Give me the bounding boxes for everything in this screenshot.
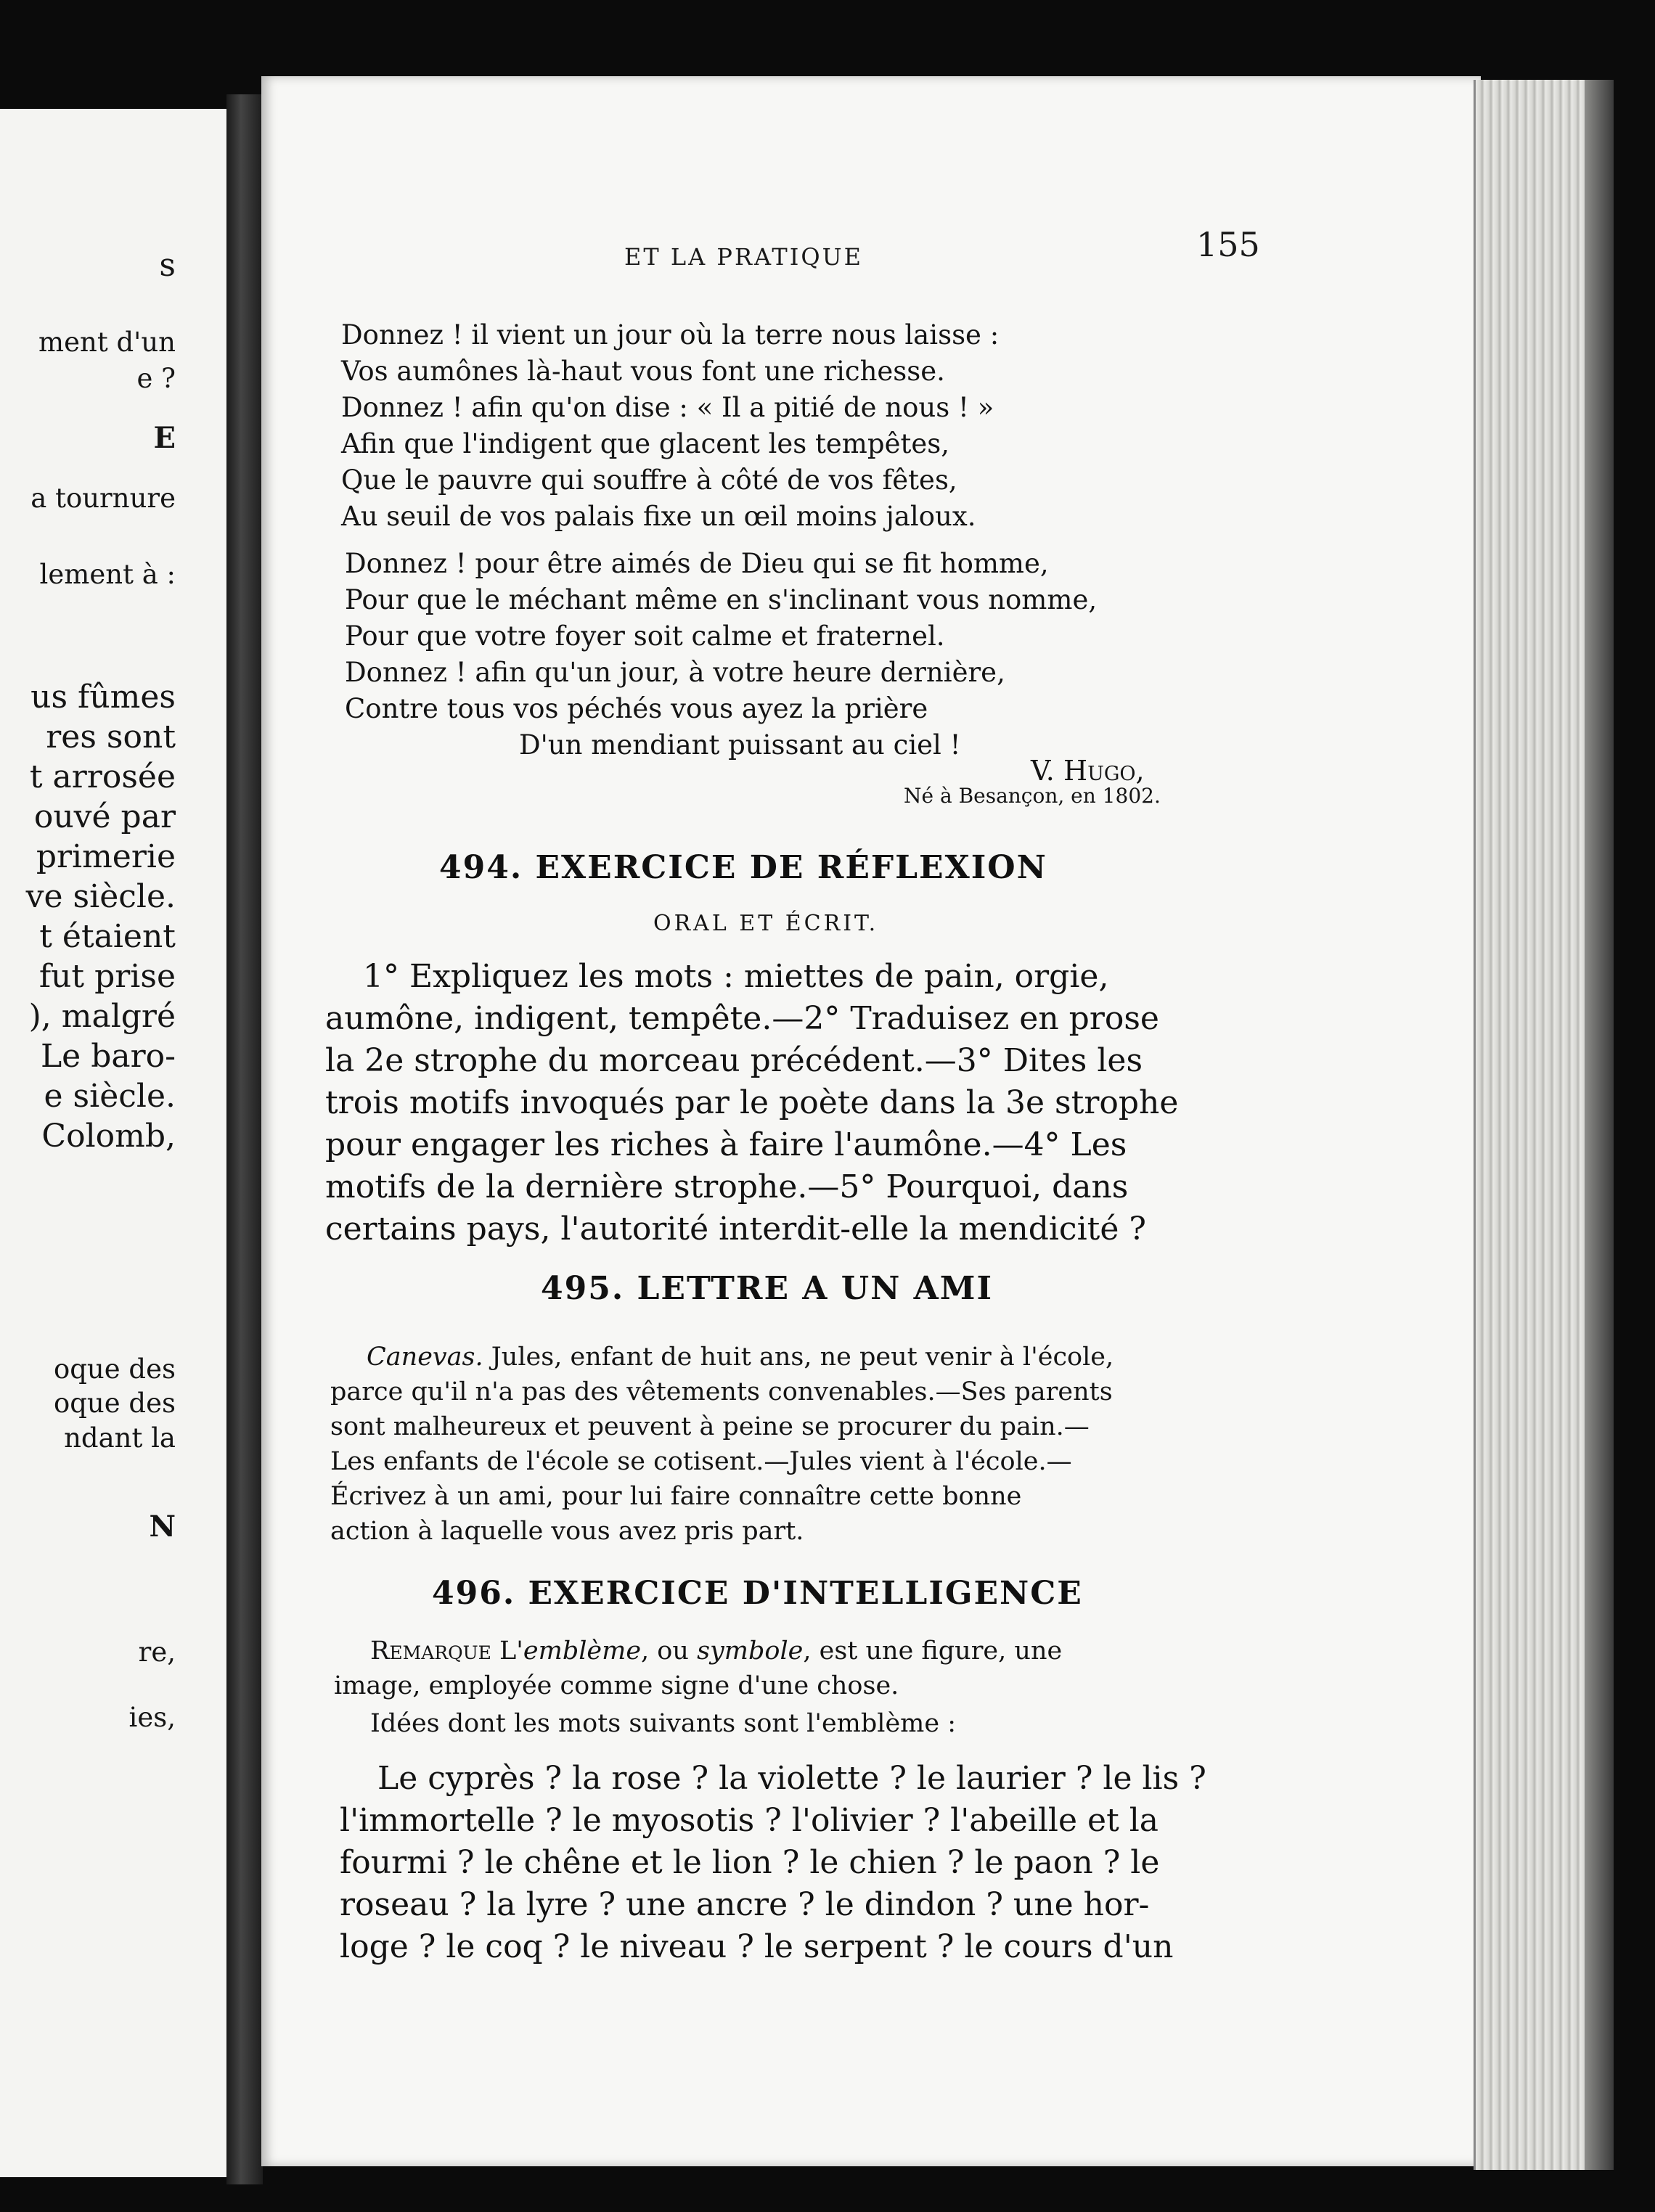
body-line: sont malheureux et peuvent à peine se procurer du pain.— (330, 1412, 1090, 1441)
poem-author: V. Hugo, (1031, 755, 1145, 787)
left-page (0, 109, 229, 2177)
verse-line: Donnez ! afin qu'on dise : « Il a pitié de nous ! » (341, 392, 994, 423)
left-page-line: E (153, 421, 176, 455)
body-line: loge ? le coq ? le niveau ? le serpent ? le cours d'un (340, 1928, 1174, 1965)
body-line: roseau ? la lyre ? une ancre ? le dindon ? une hor- (340, 1886, 1150, 1923)
left-page-line: re, (138, 1637, 176, 1668)
remarque-word-emblem: emblème (523, 1637, 642, 1666)
remarque-word-symbol: symbole (697, 1637, 804, 1666)
left-page-line: us fûmes (30, 679, 176, 716)
left-page-line: e siècle. (44, 1078, 176, 1115)
remarque-pre: L' (499, 1637, 523, 1666)
left-page-line: N (149, 1510, 176, 1544)
section-heading-494: 494. EXERCICE DE RÉFLEXION (439, 849, 1047, 886)
left-page-line: Le baro- (40, 1038, 176, 1075)
page-number: 155 (1196, 225, 1260, 264)
verse-line: Donnez ! il vient un jour où la terre nous laisse : (341, 319, 1000, 351)
left-page-line: res sont (46, 718, 176, 755)
remarque-mid: , ou (641, 1637, 689, 1666)
verse-line: Vos aumônes là-haut vous font une richesse. (341, 356, 945, 387)
body-line: action à laquelle vous avez pris part. (330, 1517, 804, 1546)
left-page-line: ndant la (64, 1422, 176, 1454)
page-edges (1474, 80, 1614, 2170)
left-page-line: primerie (36, 838, 176, 875)
remarque-line (370, 1637, 1062, 1666)
left-page-line: ouvé par (33, 798, 176, 835)
body-line: l'immortelle ? le myosotis ? l'olivier ? l'abeille et la (340, 1802, 1159, 1839)
verse-line: Que le pauvre qui souffre à côté de vos fêtes, (341, 464, 957, 496)
left-page-line: s (159, 247, 176, 284)
verse-line: Donnez ! pour être aimés de Dieu qui se fit homme, (345, 548, 1049, 579)
remarque-label: Remarque (370, 1637, 491, 1666)
section-subheading-494: ORAL ET ÉCRIT. (653, 911, 879, 936)
verse-line: Donnez ! afin qu'un jour, à votre heure dernière, (345, 657, 1005, 688)
verse-line: D'un mendiant puissant au ciel ! (519, 729, 961, 761)
verse-line: Pour que votre foyer soit calme et fraternel. (345, 620, 945, 652)
canevas-label: Canevas. (367, 1343, 483, 1372)
body-line: motifs de la dernière strophe.—5° Pourquoi, dans (325, 1168, 1129, 1205)
verse-line: Pour que le méchant même en s'inclinant vous nomme, (345, 584, 1098, 615)
body-line: image, employée comme signe d'une chose. (334, 1671, 899, 1700)
left-page-line: t arrosée (29, 758, 176, 795)
body-line: Le cyprès ? la rose ? la violette ? le laurier ? le lis ? (377, 1760, 1206, 1797)
book-gutter (226, 94, 263, 2184)
body-line: certains pays, l'autorité interdit-elle la mendicité ? (325, 1211, 1146, 1248)
body-line: parce qu'il n'a pas des vêtements convenables.—Ses parents (330, 1377, 1113, 1406)
left-page-line: ies, (128, 1702, 176, 1733)
body-line: Écrivez à un ami, pour lui faire connaître cette bonne (330, 1482, 1022, 1511)
body-line: trois motifs invoqués par le poète dans la 3e strophe (325, 1084, 1179, 1121)
left-page-line: e ? (136, 363, 176, 394)
left-page-line: lement à : (39, 559, 176, 590)
body-line: Les enfants de l'école se cotisent.—Jules vient à l'école.— (330, 1447, 1072, 1476)
verse-line: Contre tous vos péchés vous ayez la prière (345, 693, 928, 724)
left-page-line: ve siècle. (25, 878, 176, 915)
body-line: pour engager les riches à faire l'aumône.—4° Les (325, 1126, 1127, 1163)
section-heading-495: 495. LETTRE A UN AMI (541, 1270, 994, 1307)
section-heading-496: 496. EXERCICE D'INTELLIGENCE (432, 1575, 1083, 1612)
body-line: Idées dont les mots suivants sont l'emblème : (370, 1709, 956, 1738)
running-head: ET LA PRATIQUE (624, 243, 863, 271)
left-page-line: oque des (53, 1353, 176, 1385)
body-line: la 2e strophe du morceau précédent.—3° Dites les (325, 1042, 1143, 1079)
left-page-line: Colomb, (41, 1118, 176, 1155)
left-page-line: fut prise (38, 958, 176, 995)
verse-line: Au seuil de vos palais fixe un œil moins jaloux. (341, 501, 976, 532)
canevas-text: Jules, enfant de huit ans, ne peut venir à l'école, (491, 1343, 1114, 1372)
body-line: 1° Expliquez les mots : miettes de pain, orgie, (363, 958, 1109, 995)
poem-author-note: Né à Besançon, en 1802. (904, 784, 1161, 808)
canevas-line (367, 1343, 1113, 1372)
body-line: fourmi ? le chêne et le lion ? le chien ? le paon ? le (340, 1844, 1160, 1881)
verse-line: Afin que l'indigent que glacent les tempêtes, (341, 428, 949, 459)
remarque-rest: , est une figure, une (803, 1637, 1063, 1666)
body-line: aumône, indigent, tempête.—2° Traduisez en prose (325, 1000, 1159, 1037)
left-page-line: oque des (53, 1388, 176, 1419)
left-page-line: a tournure (30, 483, 176, 514)
left-page-line: ment d'un (38, 327, 176, 358)
left-page-line: ), malgré (28, 998, 176, 1035)
left-page-line: t étaient (39, 918, 176, 955)
